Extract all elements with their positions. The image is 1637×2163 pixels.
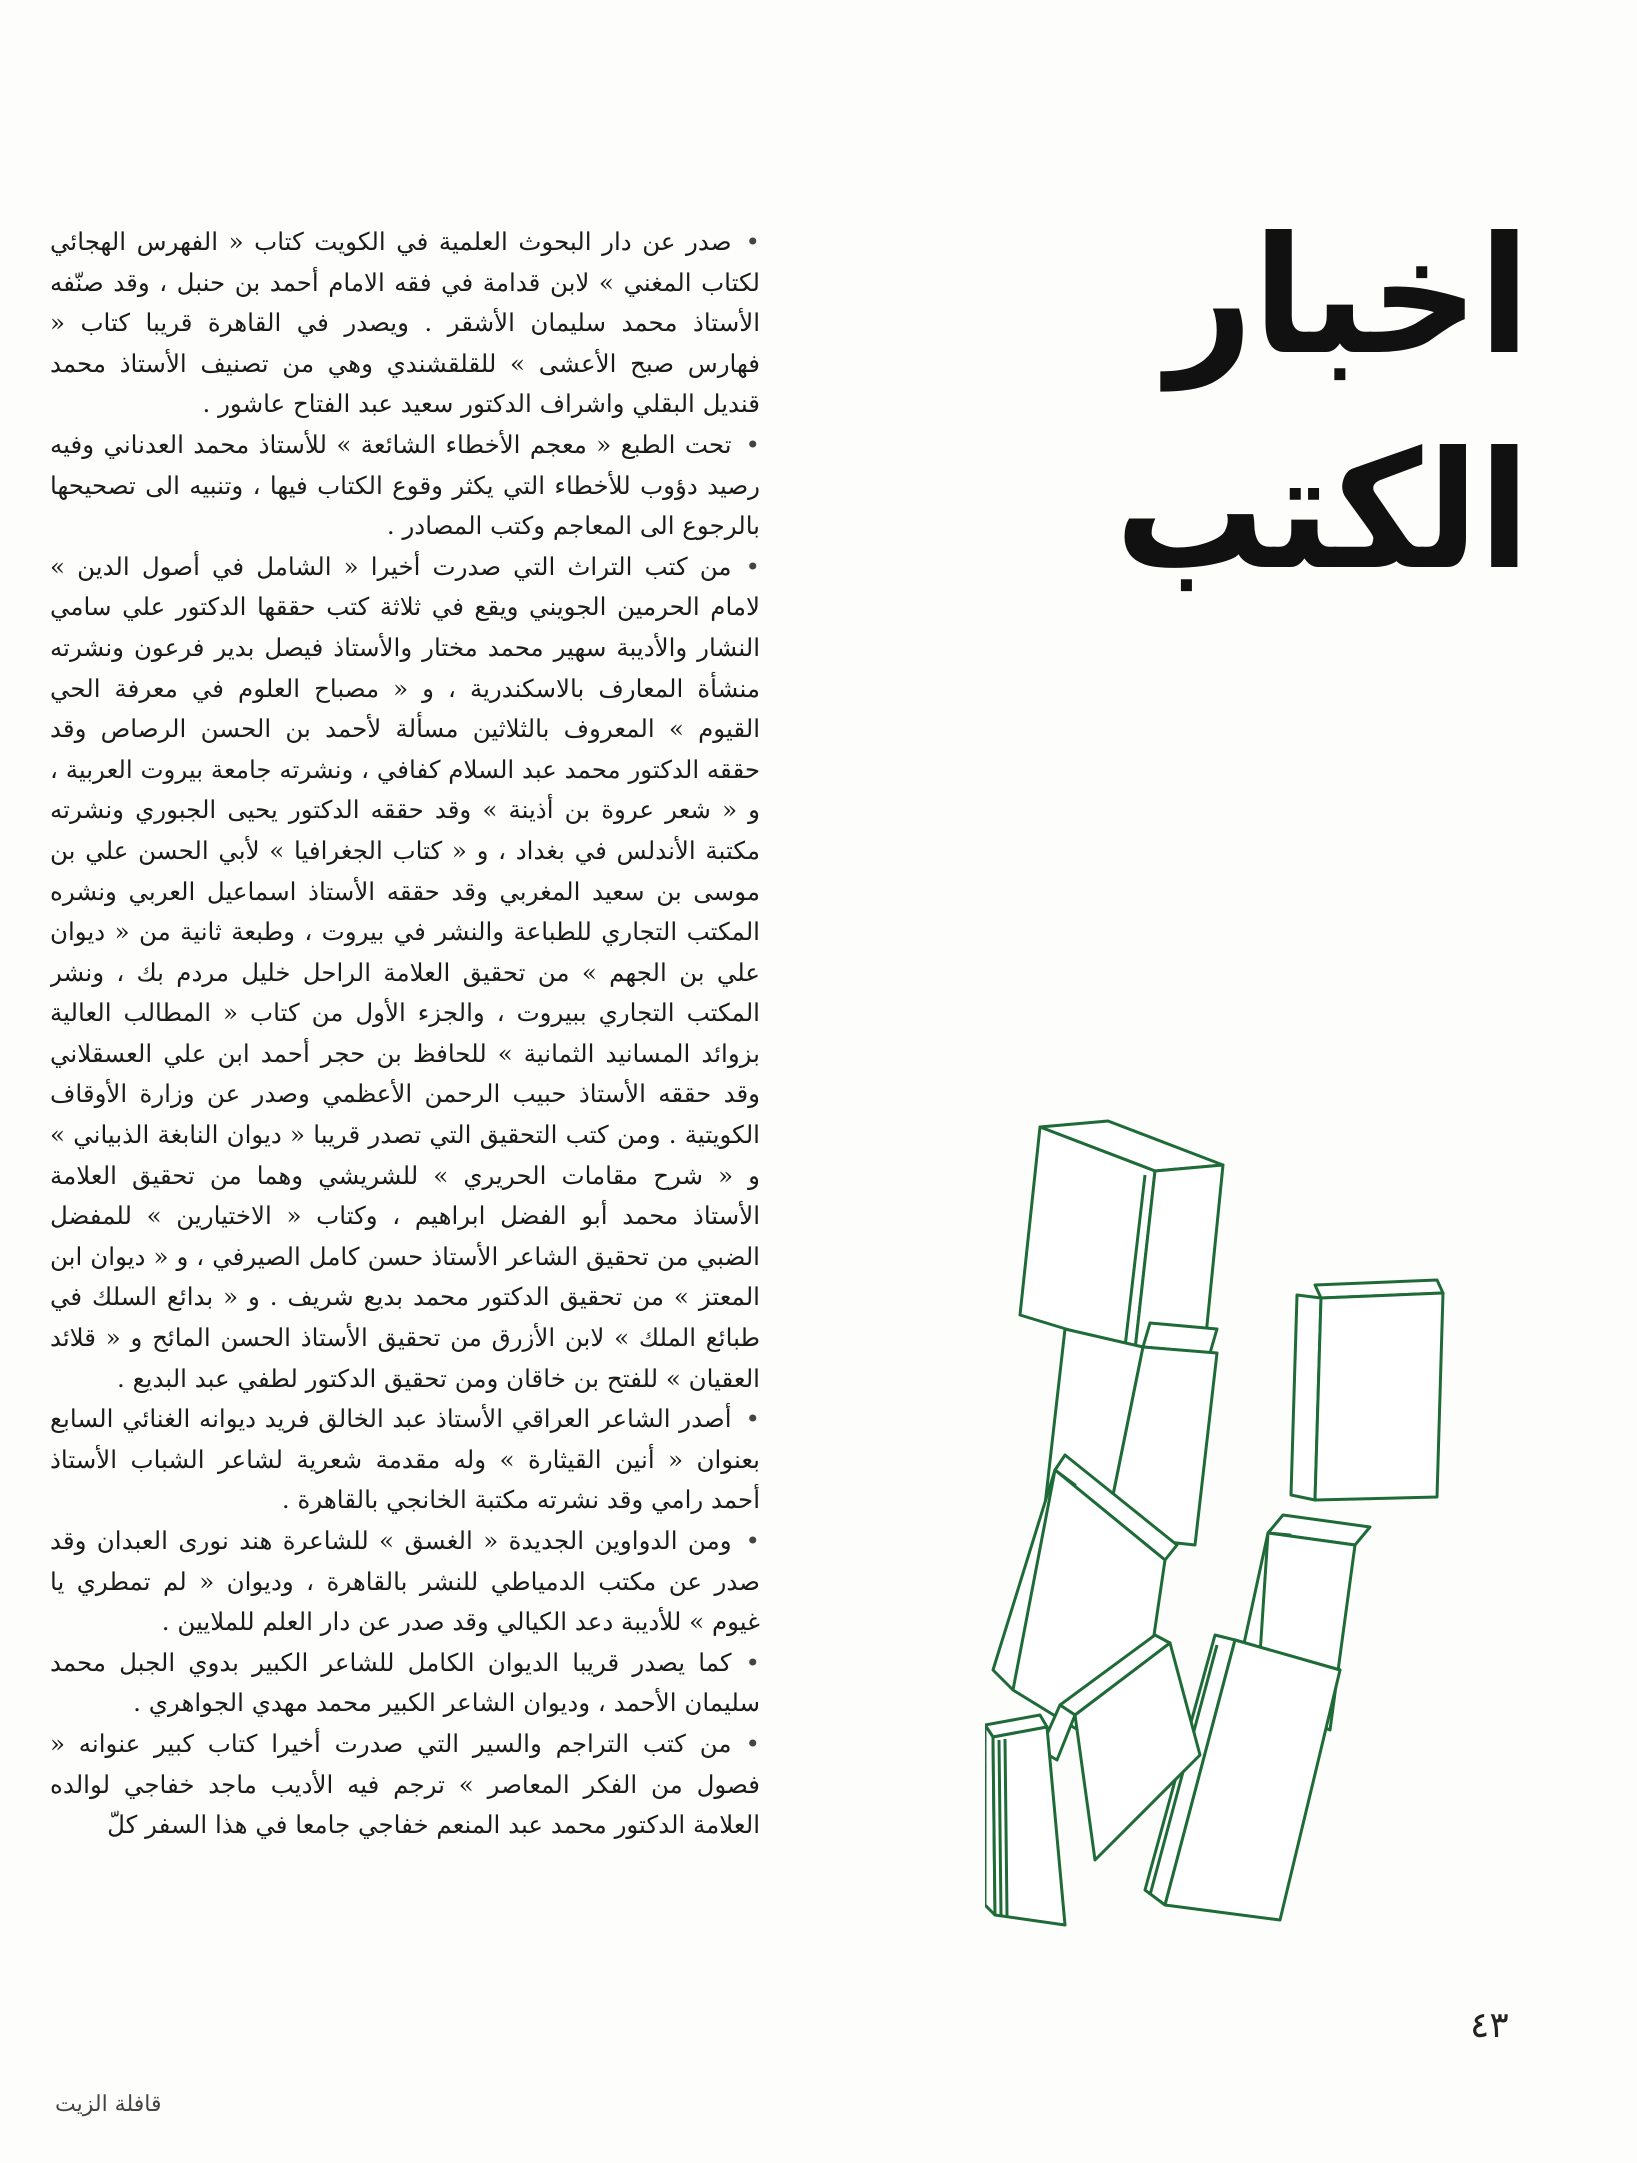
article-paragraph: • من كتب التراث التي صدرت أخيرا « الشامل في أصول الدين » لامام الحرمين الجويني ويقع في ثلاثة كتب حققها الدكتور علي سامي النشار والأديبة سهير محمد مختار والأستاذ فيصل بدير فرعون ونشرته منشأة المعارف بالاسكندرية ، و « مصباح العلوم في معرفة الحي القيوم » المعروف بالثلاثين مسألة لأحمد بن الحسن الرصاص وقد حققه الدكتور محمد عبد السلام كفافي ، ونشرته جامعة بيروت العربية ، و « شعر عروة بن أذينة » وقد حققه الدكتور يحيى الجبوري ونشرته مكتبة الأندلس في بغداد ، و « كتاب الجغرافيا » لأبي الحسن علي بن موسى بن سعيد المغربي وقد حققه الأستاذ اسماعيل العربي ونشره المكتب التجاري للطباعة والنشر في بيروت ، وطبعة ثانية من « ديوان علي بن الجهم » من تحقيق العلامة الراحل خليل مردم بك ، ونشر المكتب التجاري ببيروت ، والجزء الأول من كتاب « المطالب العالية بزوائد المسانيد الثمانية » للحافظ بن حجر أحمد ابن علي العسقلاني وقد حققه الأستاذ حبيب الرحمن الأعظمي وصدر عن وزارة الأوقاف الكويتية . ومن كتب التحقيق التي تصدر قريبا « ديوان النابغة الذبياني » و « شرح مقامات الحريري » للشريشي وهما من تحقيق العلامة الأستاذ محمد أبو الفضل ابراهيم ، وكتاب « الاختيارين » للمفضل الضبي من تحقيق الشاعر الأستاذ حسن كامل الصيرفي ، و « ديوان ابن المعتز » من تحقيق الدكتور محمد بديع شريف . و « بدائع السلك في طبائع الملك » لابن الأزرق من تحقيق الأستاذ الحسن المائح و « قلائد العقيان » للفتح بن خاقان ومن تحقيق الدكتور لطفي عبد البديع . bbox=[50, 547, 760, 1399]
stacked-books-icon bbox=[985, 1115, 1475, 1945]
article-paragraph: • صدر عن دار البحوث العلمية في الكويت كتاب « الفهرس الهجائي لكتاب المغني » لابن قدامة في فقه الامام أحمد بن حنبل ، وقد صنّفه الأستاذ محمد سليمان الأشقر . ويصدر في القاهرة قريبا كتاب « فهارس صبح الأعشى » للقلقشندي وهي من تصنيف الأستاذ محمد قنديل البقلي واشراف الدكتور سعيد عبد الفتاح عاشور . bbox=[50, 222, 760, 425]
section-title-line-1: اخبار bbox=[1166, 203, 1530, 391]
article-paragraph: • ومن الدواوين الجديدة « الغسق » للشاعرة هند نورى العبدان وقد صدر عن مكتب الدمياطي للنشر بالقاهرة ، وديوان « لم تمطري يا غيوم » للأديبة دعد الكيالي وقد صدر عن دار العلم للملايين . bbox=[50, 1521, 760, 1643]
page-number: ٤٣ bbox=[1470, 2005, 1509, 2046]
book-icon bbox=[1291, 1280, 1443, 1500]
magazine-name: قافلة الزيت bbox=[55, 2092, 162, 2117]
article-paragraph: • أصدر الشاعر العراقي الأستاذ عبد الخالق فريد ديوانه الغنائي السابع بعنوان « أنين القيثارة » وله مقدمة شعرية لشاعر الشباب الأستاذ أحمد رامي وقد نشرته مكتبة الخانجي بالقاهرة . bbox=[50, 1399, 760, 1521]
book-icon bbox=[1020, 1121, 1223, 1350]
article-body bbox=[50, 222, 760, 1942]
article-paragraph: • تحت الطبع « معجم الأخطاء الشائعة » للأستاذ محمد العدناني وفيه رصيد دؤوب للأخطاء التي يكثر وقوع الكتاب فيها ، وتنبيه الى تصحيحها بالرجوع الى المعاجم وكتب المصادر . bbox=[50, 425, 760, 547]
article-paragraph: • كما يصدر قريبا الديوان الكامل للشاعر الكبير بدوي الجبل محمد سليمان الأحمد ، وديوان الشاعر الكبير محمد مهدي الجواهري . bbox=[50, 1643, 760, 1724]
section-title bbox=[800, 190, 1530, 620]
section-title-line-2: الكتب bbox=[1115, 418, 1530, 606]
article-paragraph: • من كتب التراجم والسير التي صدرت أخيرا كتاب كبير عنوانه « فصول من الفكر المعاصر » ترجم فيه الأديب ماجد خفاجي لوالده العلامة الدكتور محمد عبد المنعم خفاجي جامعا في هذا السفر كلّ bbox=[50, 1724, 760, 1846]
